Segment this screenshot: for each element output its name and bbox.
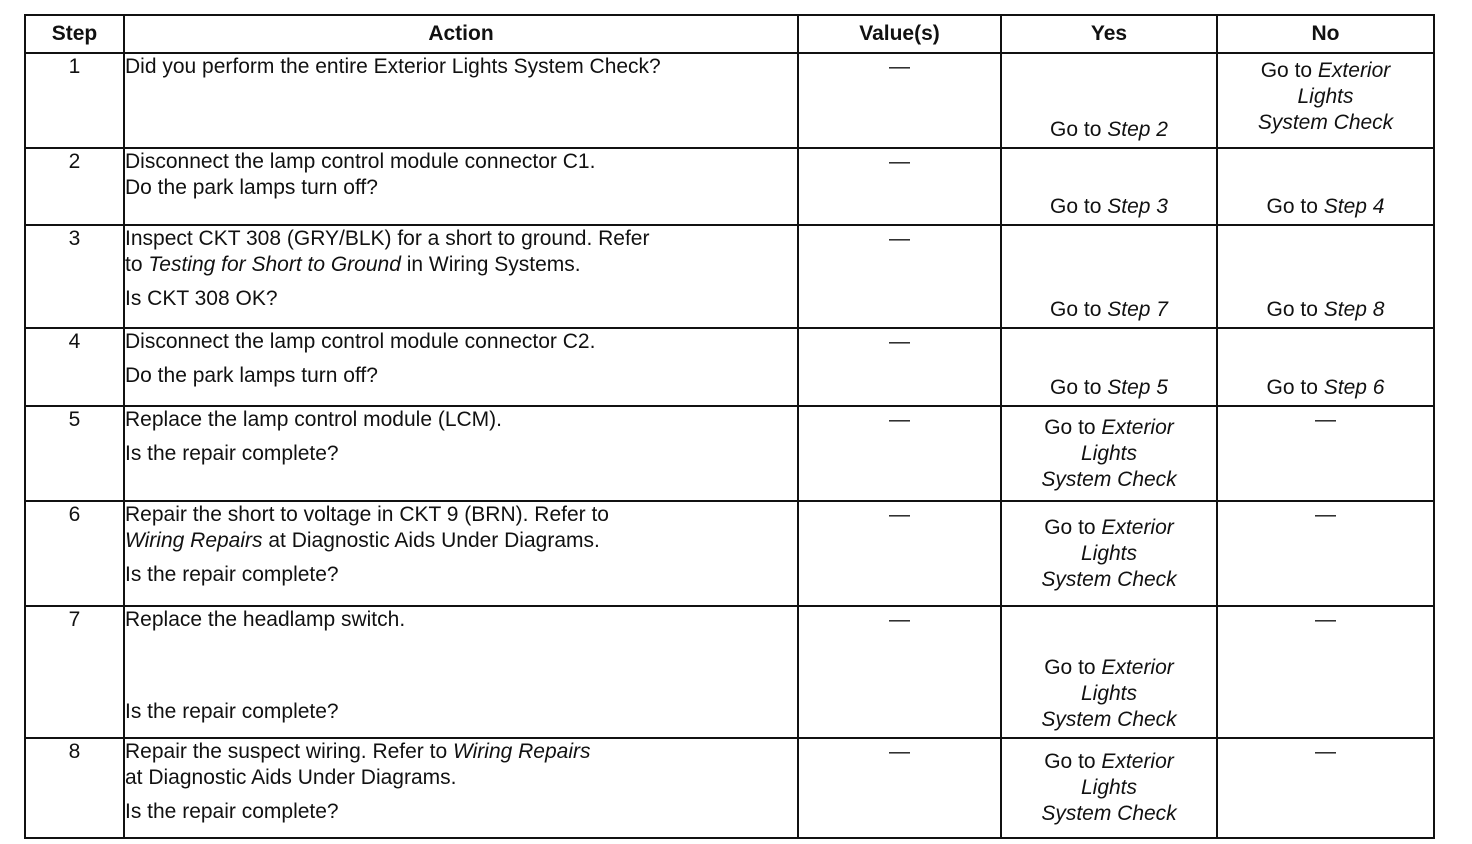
value-cell: — xyxy=(798,501,1001,606)
action-cell: Repair the suspect wiring. Refer to Wiring Repairs at Diagnostic Aids Under Diagrams. Is the repair complete? xyxy=(124,738,798,838)
yes-cell: Go to Exterior Lights System Check xyxy=(1001,501,1217,606)
action-cell: Disconnect the lamp control module connector C2. Do the park lamps turn off? xyxy=(124,328,798,406)
step-number: 6 xyxy=(25,501,124,606)
no-cell: — xyxy=(1217,501,1434,606)
no-cell: Go to Step 6 xyxy=(1217,328,1434,406)
step-number: 2 xyxy=(25,148,124,225)
value-cell: — xyxy=(798,53,1001,148)
table-row xyxy=(25,738,1434,838)
yes-cell: Go to Exterior Lights System Check xyxy=(1001,606,1217,738)
no-cell: Go to Step 4 xyxy=(1217,148,1434,225)
action-cell: Repair the short to voltage in CKT 9 (BRN). Refer to Wiring Repairs at Diagnostic Aids Under Diagrams. Is the repair complete? xyxy=(124,501,798,606)
action-cell: Inspect CKT 308 (GRY/BLK) for a short to ground. Refer to Testing for Short to Ground in Wiring Systems. Is CKT 308 OK? xyxy=(124,225,798,328)
yes-cell: Go to Step 7 xyxy=(1001,225,1217,328)
table-row xyxy=(25,501,1434,606)
table-row xyxy=(25,225,1434,328)
no-cell: Go to Exterior Lights System Check xyxy=(1217,53,1434,148)
diagnostic-table xyxy=(24,14,1435,839)
table-row xyxy=(25,53,1434,148)
step-number: 3 xyxy=(25,225,124,328)
header-no: No xyxy=(1217,15,1434,53)
action-cell xyxy=(124,53,798,148)
action-cell: Replace the headlamp switch. Is the repair complete? xyxy=(124,606,798,738)
no-cell: — xyxy=(1217,606,1434,738)
action-cell: Replace the lamp control module (LCM). Is the repair complete? xyxy=(124,406,798,501)
header-action: Action xyxy=(124,15,798,53)
value-cell: — xyxy=(798,328,1001,406)
step-number: 5 xyxy=(25,406,124,501)
step-number: 8 xyxy=(25,738,124,838)
step-number: 1 xyxy=(25,53,124,148)
header-values: Value(s) xyxy=(798,15,1001,53)
value-cell: — xyxy=(798,606,1001,738)
yes-cell: Go to Step 5 xyxy=(1001,328,1217,406)
no-cell: — xyxy=(1217,406,1434,501)
step-number: 4 xyxy=(25,328,124,406)
no-cell: Go to Step 8 xyxy=(1217,225,1434,328)
table-row xyxy=(25,328,1434,406)
value-cell: — xyxy=(798,148,1001,225)
yes-cell: Go to Exterior Lights System Check xyxy=(1001,738,1217,838)
yes-cell: Go to Step 2 xyxy=(1001,53,1217,148)
step-reference: Step 2 xyxy=(1107,118,1168,141)
no-cell: — xyxy=(1217,738,1434,838)
yes-cell: Go to Step 3 xyxy=(1001,148,1217,225)
value-cell: — xyxy=(798,406,1001,501)
header-row xyxy=(25,15,1434,53)
value-cell: — xyxy=(798,225,1001,328)
value-cell: — xyxy=(798,738,1001,838)
table-row xyxy=(25,606,1434,738)
header-yes: Yes xyxy=(1001,15,1217,53)
header-step: Step xyxy=(25,15,124,53)
table-row xyxy=(25,148,1434,225)
table-row xyxy=(25,406,1434,501)
step-number: 7 xyxy=(25,606,124,738)
yes-cell: Go to Exterior Lights System Check xyxy=(1001,406,1217,501)
action-text: Did you perform the entire Exterior Lights System Check? xyxy=(125,55,661,78)
action-cell: Disconnect the lamp control module connector C1. Do the park lamps turn off? xyxy=(124,148,798,225)
